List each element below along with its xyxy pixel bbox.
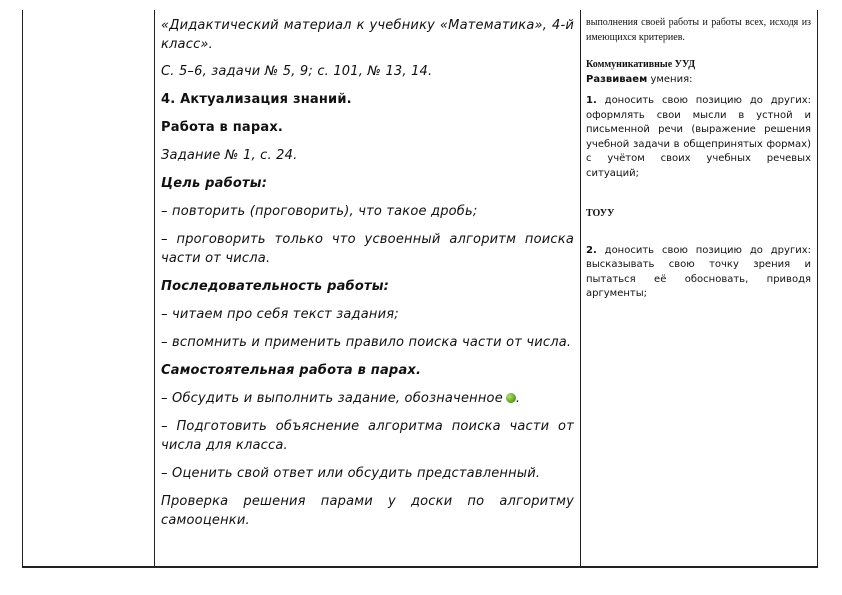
skill-item-1-number: 1. xyxy=(586,95,597,106)
lesson-content-column xyxy=(161,16,574,530)
goal-heading: Цель работы: xyxy=(161,176,268,191)
sequence-heading: Последовательность работы: xyxy=(161,279,390,294)
skill-item-2-text: доносить свою позицию до других: высказывать свою точку зрения и пытаться её обосновать, приводя аргументы; xyxy=(586,244,811,299)
independent-item-1-text: – Обсудить и выполнить задание, обозначенное xyxy=(161,391,503,406)
independent-item-2: – Подготовить объяснение алгоритма поиска части от числа для класса. xyxy=(161,419,574,453)
skill-item-1 xyxy=(586,94,811,181)
independent-work-heading: Самостоятельная работа в парах. xyxy=(161,363,422,378)
skill-item-1-text: доносить свою позицию до других: оформлять свои мысли в устной и письменной речи (выражение решения учебной задачи в общепринятых формах) с учётом своих учебных речевых ситуаций; xyxy=(586,95,811,179)
skill-item-2-number: 2. xyxy=(586,244,597,256)
column-divider-left xyxy=(154,10,155,567)
textbook-reference: «Дидактический материал к учебнику «Математика», 4-й класс». xyxy=(161,18,574,52)
goal-item-2: – проговорить только что усвоенный алгоритм поиска части от числа. xyxy=(161,232,574,266)
develop-rest: умения: xyxy=(647,73,693,85)
communicative-heading: Коммуникативные УУД xyxy=(586,59,696,70)
develop-skills-line xyxy=(586,73,811,88)
pages-reference: С. 5–6, задачи № 5, 9; с. 101, № 13, 14. xyxy=(161,64,433,79)
goal-item-1: – повторить (проговорить), что такое дробь; xyxy=(161,204,478,219)
table-bottom-border xyxy=(23,566,817,567)
skill-item-2 xyxy=(586,244,811,302)
independent-item-1-end: . xyxy=(515,391,521,406)
self-check-note: Проверка решения парами у доски по алгоритму самооценки. xyxy=(161,494,574,528)
column-divider-right xyxy=(580,10,581,567)
develop-label: Развиваем xyxy=(586,73,648,85)
green-bullet-icon xyxy=(506,393,516,403)
touu-label: ТОУУ xyxy=(586,208,615,219)
sequence-item-1: – читаем про себя текст задания; xyxy=(161,307,399,322)
sequence-item-2: – вспомнить и применить правило поиска части от числа. xyxy=(161,335,572,350)
independent-item-3: – Оценить свой ответ или обсудить представленный. xyxy=(161,466,541,481)
stage-heading: 4. Актуализация знаний. xyxy=(161,92,352,107)
independent-item-1 xyxy=(161,389,574,408)
task-reference: Задание № 1, с. 24. xyxy=(161,148,298,163)
pair-work-heading: Работа в парах. xyxy=(161,120,284,135)
competencies-column xyxy=(586,16,811,302)
criteria-text: выполнения своей работы и работы всех, исходя из имеющихся критериев. xyxy=(586,17,811,43)
